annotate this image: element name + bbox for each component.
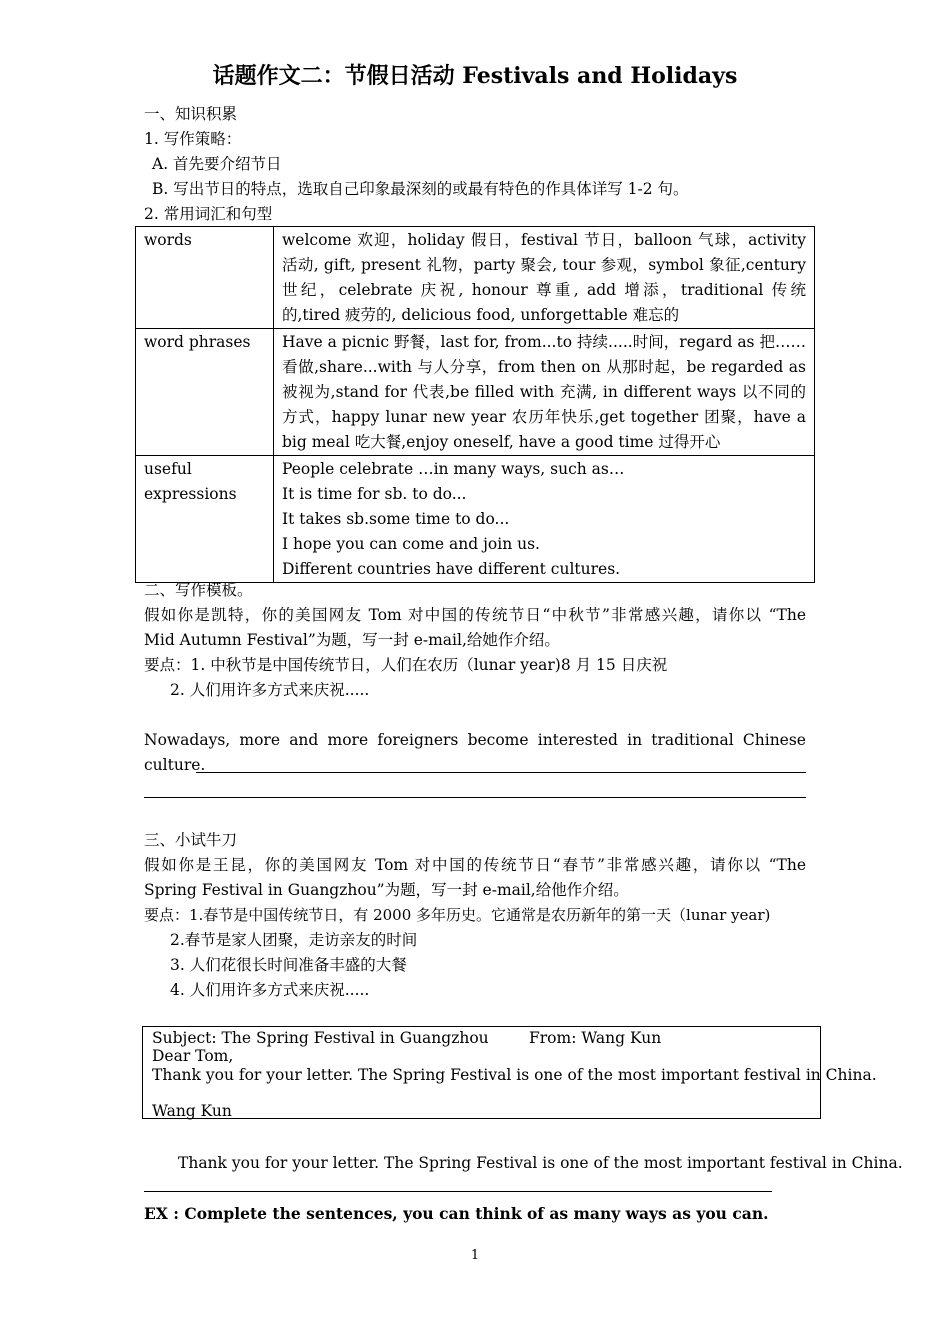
vocab-heading: 2. 常用词汇和句型 xyxy=(144,205,273,223)
section3-point1: 要点：1.春节是中国传统节日，有 2000 多年历史。它通常是农历新年的第一天（lunar year) xyxy=(144,906,771,924)
table-row xyxy=(136,456,815,583)
answer-blank-line xyxy=(144,1191,772,1192)
vocab-table xyxy=(135,226,815,583)
section2-heading: 二、写作模板。 xyxy=(144,581,253,599)
row-label-useful-expressions: useful expressions xyxy=(136,456,274,583)
answer-blank-line xyxy=(196,772,806,773)
section3-heading: 三、小试牛刀 xyxy=(144,831,238,849)
strategy-heading: 1. 写作策略： xyxy=(144,130,242,148)
strategy-b: B. 写出节日的特点，选取自己印象最深刻的或最有特色的作具体详写 1-2 句。 xyxy=(152,180,689,198)
expression-line: Different countries have different cultures. xyxy=(282,560,621,578)
expression-line: It is time for sb. to do... xyxy=(282,485,467,503)
table-row xyxy=(136,227,815,329)
email-greeting: Dear Tom, xyxy=(152,1047,234,1065)
expression-line: I hope you can come and join us. xyxy=(282,535,540,553)
page-number: 1 xyxy=(470,1248,480,1263)
row-content-word-phrases: Have a picnic 野餐，last for, from...to 持续.....时间，regard as 把……看做,share...with 与人分享，from then on 从那时起，be regarded as 被视为,stand for 代表,be filled with 充满, in different ways 以不同的方式，happy lunar new year 农历年快乐,get together 团聚，have a big meal 吃大餐,enjoy oneself, have a good time 过得开心 xyxy=(274,329,815,456)
email-signature: Wang Kun xyxy=(152,1102,232,1120)
section3-prompt-line2: Spring Festival in Guangzhou”为题，写一封 e-mail,给他作介绍。 xyxy=(144,881,629,899)
row-label-words: words xyxy=(136,227,274,329)
section3-prompt-line1: 假如你是王昆，你的美国网友 Tom 对中国的传统节日“春节”非常感兴趣，请你以 “The xyxy=(144,856,806,874)
email-from: From: Wang Kun xyxy=(529,1029,662,1047)
email-subject: Subject: The Spring Festival in Guangzhou xyxy=(152,1029,489,1047)
repeat-line: Thank you for your letter. The Spring Festival is one of the most important festival in China. xyxy=(178,1154,903,1172)
answer-blank-line xyxy=(144,797,806,798)
section2-intro-line2: culture. xyxy=(144,756,206,774)
section2-intro-line1: Nowadays, more and more foreigners become interested in traditional Chinese xyxy=(144,731,806,749)
section2-point1: 要点：1. 中秋节是中国传统节日，人们在农历（lunar year)8 月 15 日庆祝 xyxy=(144,656,668,674)
section3-point3: 3. 人们花很长时间准备丰盛的大餐 xyxy=(170,956,407,974)
email-box xyxy=(142,1026,877,1120)
page-title: 话题作文二：节假日活动 Festivals and Holidays xyxy=(212,63,738,89)
section3-point2: 2.春节是家人团聚，走访亲友的时间 xyxy=(170,931,418,949)
table-row xyxy=(136,329,815,456)
row-content-useful-expressions xyxy=(274,456,815,583)
row-label-word-phrases: word phrases xyxy=(136,329,274,456)
expression-line: It takes sb.some time to do... xyxy=(282,510,510,528)
row-content-words: welcome 欢迎，holiday 假日，festival 节日，balloon 气球，activity 活动, gift, present 礼物，party 聚会, tour 参观，symbol 象征,century 世纪，celebrate 庆祝, honour 尊重, add 增添，traditional 传统的,tired 疲劳的, delicious food, unforgettable 难忘的 xyxy=(274,227,815,329)
exercise-instruction: EX : Complete the sentences, you can think of as many ways as you can. xyxy=(144,1204,769,1223)
section2-point2: 2. 人们用许多方式来庆祝..... xyxy=(170,681,370,699)
expression-line: People celebrate …in many ways, such as… xyxy=(282,460,625,478)
section2-prompt-line1: 假如你是凯特，你的美国网友 Tom 对中国的传统节日“中秋节”非常感兴趣，请你以 “The xyxy=(144,606,806,624)
strategy-a: A. 首先要介绍节日 xyxy=(152,155,282,173)
section1-heading: 一、知识积累 xyxy=(144,105,238,123)
section2-prompt-line2: Mid Autumn Festival”为题，写一封 e-mail,给她作介绍。 xyxy=(144,631,560,649)
email-body: Thank you for your letter. The Spring Festival is one of the most important festival in China. xyxy=(152,1066,877,1084)
section3-point4: 4. 人们用许多方式来庆祝..... xyxy=(170,981,370,999)
